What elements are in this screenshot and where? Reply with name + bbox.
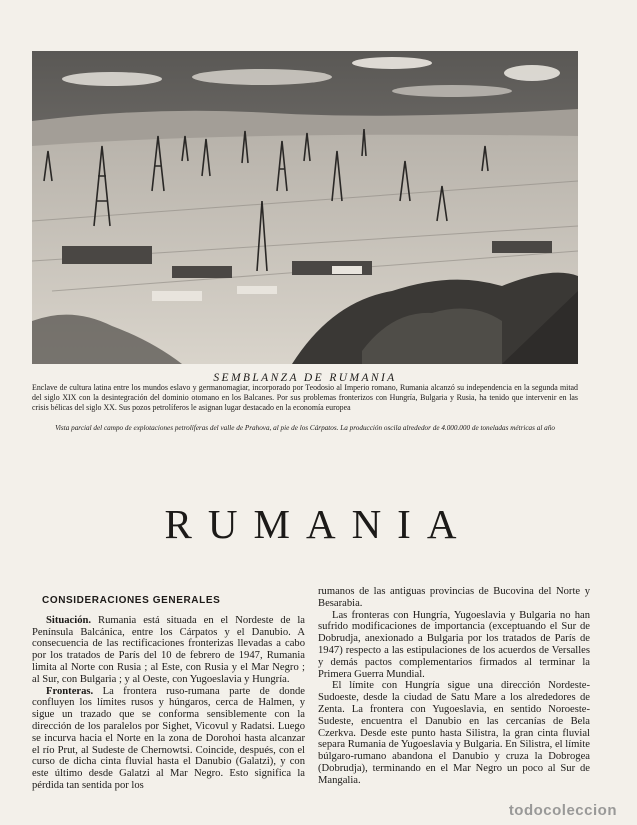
paragraph-hungary-limit: El límite con Hungría sigue una dirección Nordeste-Sudoeste, desde la ciudad de Satu Mare a los alrededores de Zenta. La frontera con Yugoeslavia, en sentido Noroeste-Sudeste, encuentra el Danubio en las cercanías de Bela Czerkva. Desde este punto hasta Silistra, la gran cinta fluvial separa Rumania de Yugoeslavia y Bulgaria. En Silistra, el límite búlgaro-rumano abandona el Danubio y cruza la Dobrogea (Dobrudja), terminando en el Mar Negro un poco al Sur de Mangalia. [318, 680, 590, 786]
paragraph-fronteras [32, 686, 305, 792]
page-title: RUMANIA [164, 501, 473, 547]
fronteras-label: Fronteras. [46, 685, 94, 697]
caption-text: Enclave de cultura latina entre los mundos eslavo y germanomagiar, incorporado por Teodosio al Imperio romano, Rumania alcanzó su independencia en la segunda mitad del siglo XIX con la desintegración del dominio otomano en los Balcanes. Por sus problemas fronterizos con Hungría, Bulgaria y Rusia, ha tenido que intervenir en las crisis bélicas del siglo XX. Sus pozos petrolíferos le asignan lugar destacado en la economía europea [32, 383, 578, 412]
oil-field-photo [32, 51, 578, 364]
fronteras-text: La frontera ruso-rumana parte de donde confluyen los límites rusos y húngaros, cerca de Halmen, y sigue un trazado que se conforma sensiblemente con la dirección de los paralelos por Sighet, Vicovul y Radatsi. Luego se incurva hacia el Norte en la zona de Dorohoi hasta alcanzar el río Prut, al Sudeste de Chernowtsi. Coincide, después, con el curso de dicha cinta fluvial hasta el Danubio (Galatzi), y con este último desde Galatzi al Mar Negro. Esto significa la pérdida tan sentida por los [32, 685, 305, 791]
caption-title: SEMBLANZA DE RUMANIA [213, 372, 397, 384]
situacion-text: Rumania está situada en el Nordeste de la Península Balcánica, entre los Cárpatos y el Danubio. A consecuencia de las rectificaciones fronterizas llevadas a cabo por los tratados de París del 10 de febrero de 1947, Rumania limita al Norte con Rusia ; al Este, con Rusia y el Mar Negro ; al Sur, con Bulgaria ; y al Oeste, con Yugoeslavia y Hungría. [32, 614, 305, 685]
paragraph-situacion [32, 615, 305, 686]
left-column [32, 595, 305, 792]
caption-note: Vista parcial del campo de explotaciones petrolíferas del valle de Prahova, al pie de los Cárpatos. La producción oscila alrededor de 4.000.000 de toneladas métricas al año [55, 424, 555, 432]
paragraph-continued: rumanos de las antiguas provincias de Bucovina del Norte y Besarabia. [318, 586, 590, 609]
section-heading: CONSIDERACIONES GENERALES [42, 595, 221, 606]
right-column [318, 586, 590, 787]
watermark-logo: todocoleccion [508, 802, 617, 819]
situacion-label: Situación. [46, 614, 92, 626]
paragraph-borders: Las fronteras con Hungría, Yugoeslavia y Bulgaria no han sufrido modificaciones de importancia (exceptuando el Sur de Dobrudja, anexionado a Bulgaria por los tratados de París de 1947) respecto a las estipulaciones de los acuerdos de Versalles y demás pactos complementarios firmados al terminar la Primera Guerra Mundial. [318, 609, 590, 680]
